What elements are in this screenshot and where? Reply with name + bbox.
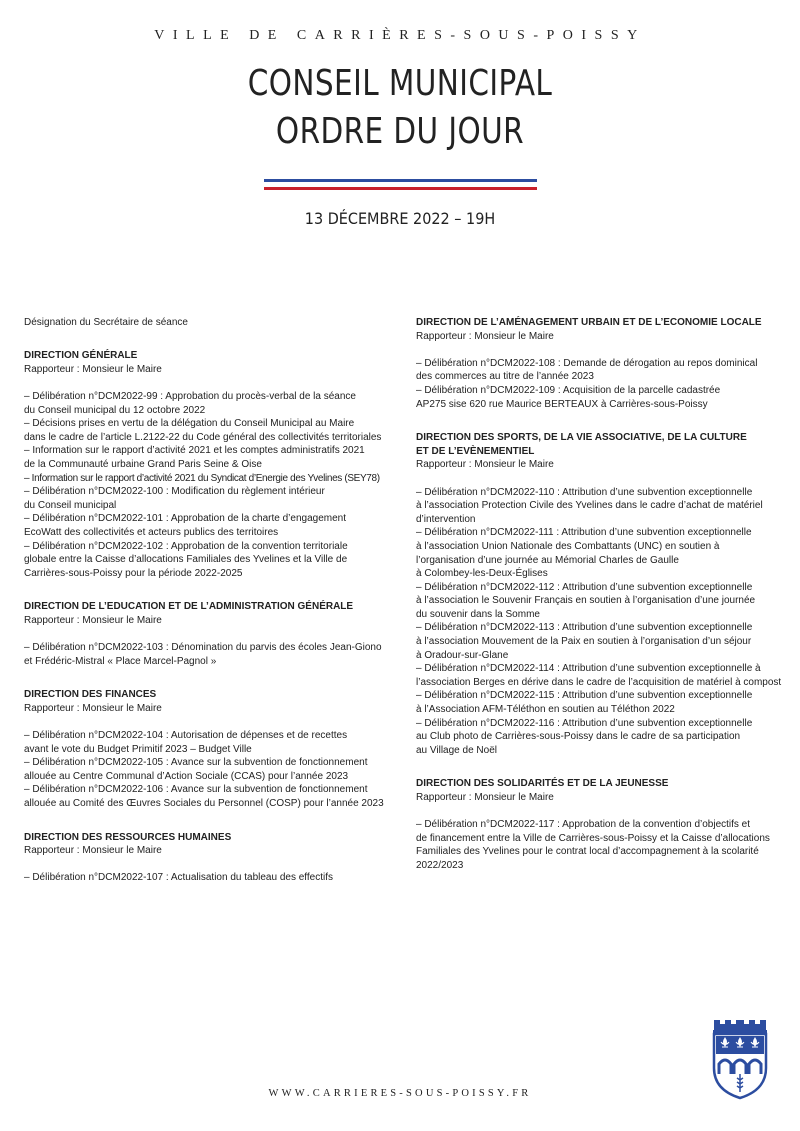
agenda-item-line: 2022/2023 bbox=[416, 859, 464, 871]
agenda-item bbox=[24, 783, 386, 810]
agenda-item-line: – Délibération n°DCM2022-99 : Approbation du procès-verbal de la séance bbox=[24, 390, 356, 402]
agenda-section bbox=[416, 316, 780, 411]
agenda-section bbox=[24, 688, 386, 810]
agenda-item bbox=[416, 384, 780, 411]
agenda-item bbox=[416, 621, 780, 662]
section-heading: ET DE L’EVÈNEMENTIEL bbox=[416, 445, 535, 457]
section-rapporteur: Rapporteur : Monsieur le Maire bbox=[24, 845, 162, 857]
agenda-item-line: – Délibération n°DCM2022-116 : Attribution d’une subvention exceptionnelle bbox=[416, 717, 753, 729]
stripe-red bbox=[264, 187, 537, 190]
agenda-item-line: EcoWatt des collectivités et acteurs publics des territoires bbox=[24, 526, 279, 538]
agenda-item bbox=[24, 729, 386, 756]
agenda-section bbox=[416, 777, 780, 872]
agenda-item bbox=[416, 689, 780, 716]
title-line-2: ORDRE DU JOUR bbox=[275, 111, 525, 152]
agenda-item-line: allouée au Comité des Œuvres Sociales du Personnel (COSP) pour l’année 2023 bbox=[24, 798, 384, 809]
agenda-column-right bbox=[416, 316, 780, 893]
agenda-item-line: et Frédéric-Mistral « Place Marcel-Pagnol » bbox=[24, 655, 217, 667]
section-rapporteur: Rapporteur : Monsieur le Maire bbox=[24, 702, 162, 714]
agenda-item-line: avant le vote du Budget Primitif 2023 – Budget Ville bbox=[24, 743, 252, 755]
agenda-item-line: du Conseil municipal du 12 octobre 2022 bbox=[24, 404, 206, 416]
agenda-item bbox=[24, 417, 386, 444]
agenda-item-line: – Délibération n°DCM2022-105 : Avance sur la subvention de fonctionnement bbox=[24, 757, 368, 769]
agenda-item-line: – Délibération n°DCM2022-100 : Modification du règlement intérieur bbox=[24, 486, 325, 498]
agenda-item-line: – Délibération n°DCM2022-112 : Attribution d’une subvention exceptionnelle bbox=[416, 581, 753, 593]
agenda-item-line: – Délibération n°DCM2022-108 : Demande de dérogation au repos dominical bbox=[416, 357, 758, 369]
agenda-item bbox=[24, 756, 386, 783]
agenda-item bbox=[416, 717, 780, 758]
section-heading: DIRECTION DES RESSOURCES HUMAINES bbox=[24, 831, 232, 843]
agenda-item-line: d’intervention bbox=[416, 513, 476, 525]
agenda-item-line: – Délibération n°DCM2022-109 : Acquisition de la parcelle cadastrée bbox=[416, 384, 721, 396]
agenda-item-line: AP275 sise 620 rue Maurice BERTEAUX à Carrières-sous-Poissy bbox=[416, 398, 708, 410]
agenda-section bbox=[24, 349, 386, 580]
city-crest-icon bbox=[711, 1016, 769, 1100]
agenda-item-line: au Club photo de Carrières-sous-Poissy dans le cadre de sa participation bbox=[416, 731, 741, 743]
section-heading: DIRECTION DES FINANCES bbox=[24, 689, 157, 701]
agenda-item-line: l’association Berges en dérive dans le cadre de l’acquisition de matériel à compost bbox=[416, 676, 782, 688]
agenda-item bbox=[416, 486, 780, 527]
agenda-column-left bbox=[24, 316, 386, 905]
agenda-item-line: à Colombey-les-Deux-Églises bbox=[416, 568, 548, 580]
agenda-item bbox=[24, 641, 386, 668]
agenda-item-line: du Conseil municipal bbox=[24, 499, 117, 511]
section-heading: DIRECTION DES SPORTS, DE LA VIE ASSOCIATIVE, DE LA CULTURE bbox=[416, 432, 747, 444]
section-rapporteur: Rapporteur : Monsieur le Maire bbox=[24, 614, 162, 626]
agenda-item-line: globale entre la Caisse d’allocations Familiales des Yvelines et la Ville de bbox=[24, 554, 348, 566]
agenda-item-line: à l’association Mouvement de la Paix en soutien à l’organisation d’un séjour bbox=[416, 636, 752, 648]
intro-text: Désignation du Secrétaire de séance bbox=[24, 317, 188, 328]
agenda-item-line: – Délibération n°DCM2022-117 : Approbation de la convention d’objectifs et bbox=[416, 819, 751, 831]
agenda-item-line: des commerces au titre de l’année 2023 bbox=[416, 371, 594, 383]
agenda-item bbox=[416, 818, 780, 872]
agenda-item bbox=[24, 472, 386, 486]
section-rapporteur: Rapporteur : Monsieur le Maire bbox=[416, 792, 554, 803]
city-name: VILLE DE CARRIÈRES-SOUS-POISSY bbox=[154, 28, 646, 43]
agenda-item-line: l’organisation d’une journée au Mémorial Charles de Gaulle bbox=[416, 554, 679, 566]
agenda-item-line: – Information sur le rapport d’activité 2021 et les comptes administratifs 2021 bbox=[24, 445, 365, 457]
section-heading: DIRECTION GÉNÉRALE bbox=[24, 350, 138, 362]
agenda-item-line: de financement entre la Ville de Carrières-sous-Poissy et la Caisse d’allocations bbox=[416, 832, 770, 844]
agenda-item bbox=[416, 357, 780, 384]
agenda-item-line: – Information sur le rapport d’activité 2021 du Syndicat d’Energie des Yvelines (SEY78) bbox=[24, 472, 380, 484]
meeting-date: 13 DÉCEMBRE 2022 – 19H bbox=[304, 209, 496, 228]
agenda-item-line: – Délibération n°DCM2022-110 : Attribution d’une subvention exceptionnelle bbox=[416, 486, 753, 498]
agenda-item-line: à l’association Union Nationale des Combattants (UNC) en soutien à bbox=[416, 540, 720, 552]
agenda-item-line: à Oradour-sur-Glane bbox=[416, 649, 509, 661]
agenda-item-line: Carrières-sous-Poissy pour la période 2022-2025 bbox=[24, 567, 243, 579]
agenda-section bbox=[24, 600, 386, 668]
agenda-item bbox=[24, 540, 386, 581]
agenda-item-line: – Délibération n°DCM2022-113 : Attribution d’une subvention exceptionnelle bbox=[416, 622, 753, 634]
agenda-item-line: – Délibération n°DCM2022-107 : Actualisation du tableau des effectifs bbox=[24, 872, 334, 884]
agenda-item-line: à l’association Protection Civile des Yvelines dans le cadre d’achat de matériel bbox=[416, 500, 763, 512]
section-rapporteur: Rapporteur : Monsieur le Maire bbox=[24, 363, 162, 375]
agenda-item-line: – Délibération n°DCM2022-111 : Attribution d’une subvention exceptionnelle bbox=[416, 527, 752, 539]
agenda-item-line: dans le cadre de l’article L.2122-22 du Code général des collectivités territoriales bbox=[24, 431, 382, 443]
agenda-item bbox=[416, 581, 780, 622]
agenda-item bbox=[24, 485, 386, 512]
agenda-item bbox=[24, 444, 386, 471]
website-url: WWW.CARRIERES-SOUS-POISSY.FR bbox=[268, 1088, 532, 1099]
title-line-1: CONSEIL MUNICIPAL bbox=[247, 63, 553, 104]
agenda-item-line: à l’Association AFM-Téléthon en soutien au Téléthon 2022 bbox=[416, 704, 675, 716]
agenda-item bbox=[24, 871, 386, 885]
agenda-item bbox=[416, 662, 780, 689]
stripe-blue bbox=[264, 179, 537, 182]
agenda-item-line: – Délibération n°DCM2022-106 : Avance sur la subvention de fonctionnement bbox=[24, 784, 368, 796]
page-title bbox=[72, 60, 728, 156]
agenda-item-line: – Délibération n°DCM2022-114 : Attribution d’une subvention exceptionnelle à bbox=[416, 663, 761, 675]
agenda-section bbox=[416, 431, 780, 757]
agenda-item-line: – Délibération n°DCM2022-103 : Dénomination du parvis des écoles Jean-Giono bbox=[24, 642, 382, 654]
agenda-section bbox=[24, 831, 386, 885]
section-rapporteur: Rapporteur : Monsieur le Maire bbox=[416, 459, 554, 471]
agenda-item-line: Familiales des Yvelines pour le contrat local d’accompagnement à la scolarité bbox=[416, 846, 759, 858]
agenda-item-line: du souvenir dans la Somme bbox=[416, 608, 540, 620]
agenda-item bbox=[24, 512, 386, 539]
tricolor-stripes bbox=[264, 179, 537, 195]
agenda-item bbox=[416, 526, 780, 580]
section-heading: DIRECTION DE L’AMÉNAGEMENT URBAIN ET DE L’ECONOMIE LOCALE bbox=[416, 317, 762, 328]
agenda-item-line: au Village de Noël bbox=[416, 744, 497, 756]
section-heading: DIRECTION DE L’EDUCATION ET DE L’ADMINISTRATION GÉNÉRALE bbox=[24, 601, 354, 613]
section-rapporteur: Rapporteur : Monsieur le Maire bbox=[416, 330, 554, 342]
agenda-item-line: – Délibération n°DCM2022-115 : Attribution d’une subvention exceptionnelle bbox=[416, 690, 753, 702]
agenda-item-line: allouée au Centre Communal d’Action Sociale (CCAS) pour l’année 2023 bbox=[24, 770, 349, 782]
agenda-item-line: – Décisions prises en vertu de la délégation du Conseil Municipal au Maire bbox=[24, 418, 355, 430]
agenda-item-line: – Délibération n°DCM2022-104 : Autorisation de dépenses et de recettes bbox=[24, 730, 348, 742]
section-heading: DIRECTION DES SOLIDARITÉS ET DE LA JEUNESSE bbox=[416, 778, 669, 790]
agenda-item-line: – Délibération n°DCM2022-101 : Approbation de la charte d’engagement bbox=[24, 513, 346, 525]
agenda-item bbox=[24, 390, 386, 417]
agenda-item-line: de la Communauté urbaine Grand Paris Seine & Oise bbox=[24, 458, 262, 470]
agenda-item-line: – Délibération n°DCM2022-102 : Approbation de la convention territoriale bbox=[24, 540, 348, 552]
agenda-item-line: à l’association le Souvenir Français en soutien à l’organisation d’une journée bbox=[416, 595, 756, 607]
